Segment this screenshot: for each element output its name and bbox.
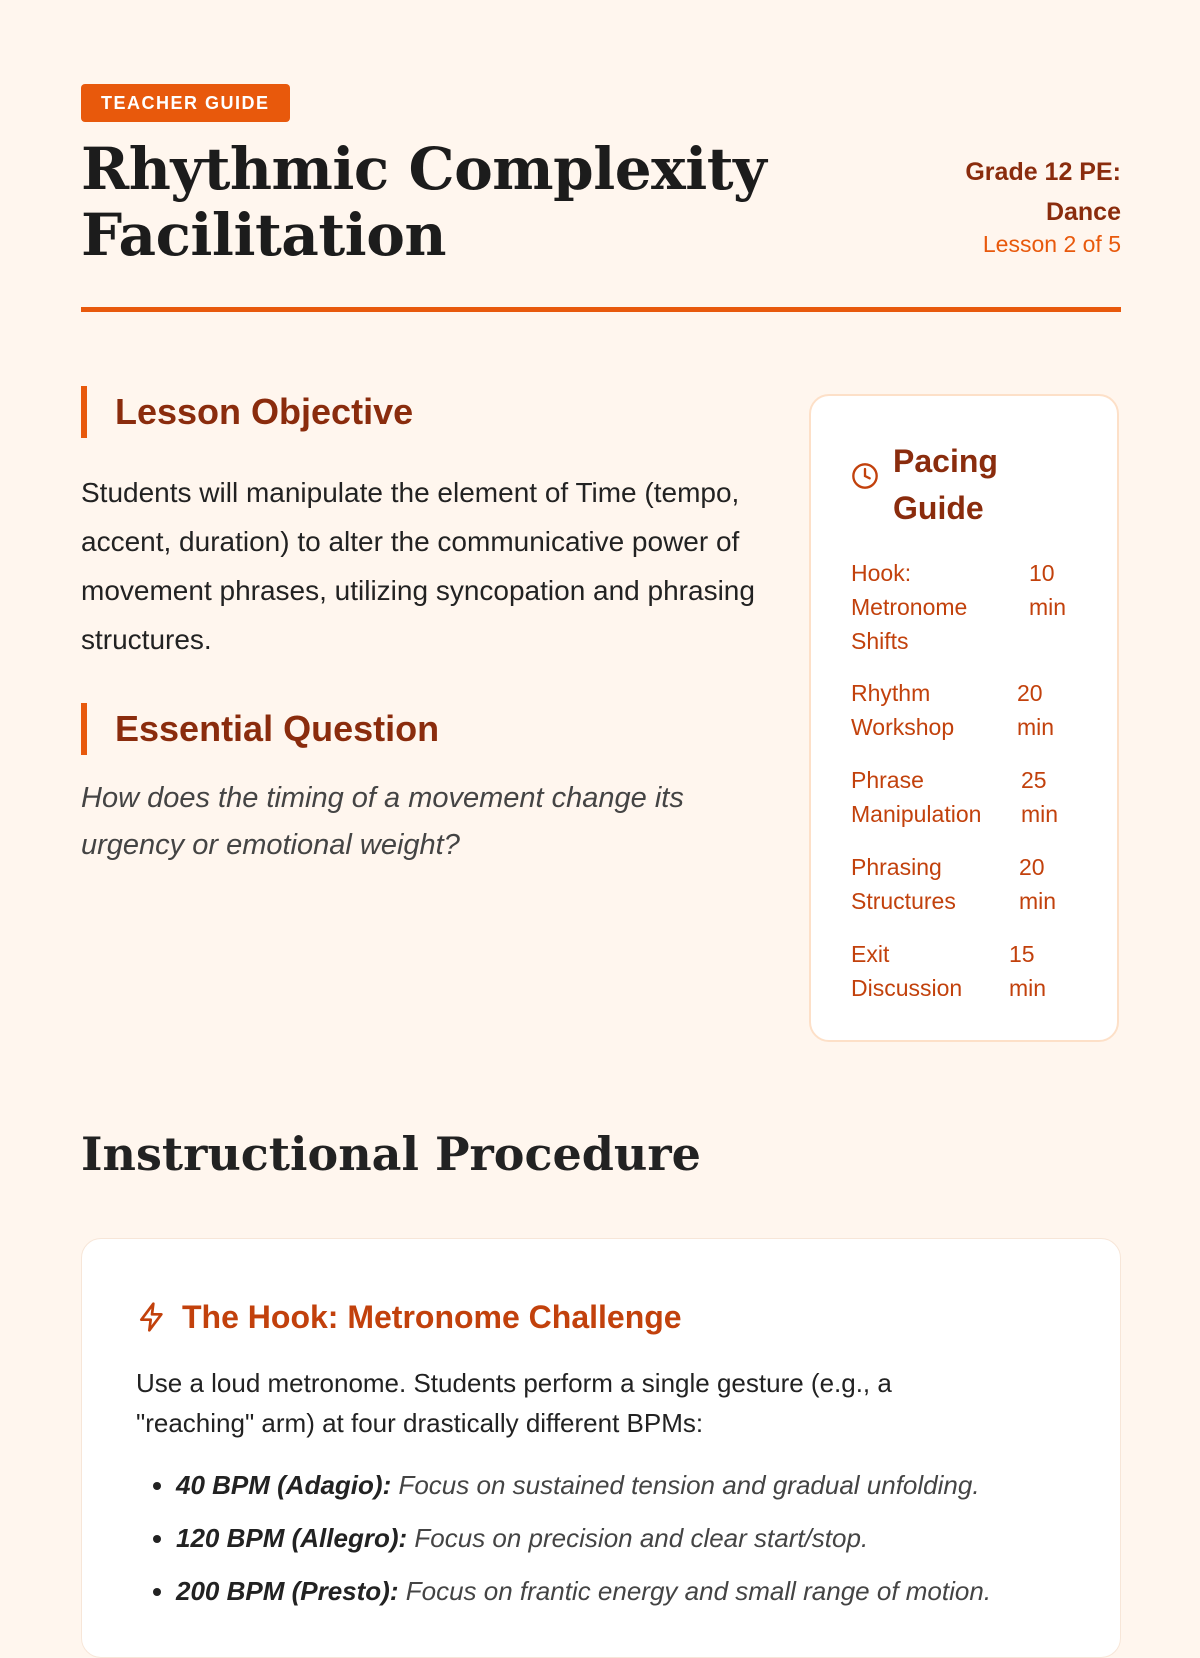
- bpm-label: 200 BPM (Presto):: [176, 1576, 399, 1606]
- pacing-duration: 10 min: [1029, 560, 1067, 620]
- bpm-list: [136, 1459, 1136, 1618]
- objective-heading: Lesson Objective: [81, 386, 413, 438]
- pacing-item: [851, 937, 1059, 1005]
- list-item: [176, 1512, 1136, 1565]
- bpm-label: 120 BPM (Allegro):: [176, 1523, 408, 1553]
- question-heading: Essential Question: [81, 703, 439, 755]
- pacing-item: [851, 763, 1071, 831]
- grade-label: Grade 12 PE: Dance: [965, 158, 1121, 226]
- question-text: How does the timing of a movement change its urgency or emotional weight?: [81, 782, 684, 861]
- bolt-icon: [136, 1300, 168, 1334]
- clock-icon: [851, 462, 879, 490]
- teacher-guide-badge: TEACHER GUIDE: [81, 84, 290, 122]
- hook-instructions: Use a loud metronome. Students perform a single gesture (e.g., a "reaching" arm) at four drastically different BPMs:: [136, 1368, 892, 1438]
- bpm-description: Focus on precision and clear start/stop.: [414, 1523, 869, 1553]
- hook-header: [136, 1295, 682, 1339]
- pacing-activity: Phrasing Structures: [851, 854, 956, 914]
- pacing-item: [851, 676, 1067, 744]
- header-divider: [81, 307, 1121, 312]
- procedure-heading: Instructional Procedure: [81, 1127, 701, 1181]
- bpm-label: 40 BPM (Adagio):: [176, 1470, 392, 1500]
- pacing-duration: 20 min: [1019, 854, 1057, 914]
- pacing-item: [851, 556, 1079, 658]
- hook-title: The Hook: Metronome Challenge: [182, 1299, 682, 1335]
- lesson-number: Lesson 2 of 5: [982, 231, 1121, 257]
- pacing-duration: 15 min: [1009, 941, 1047, 1001]
- bpm-description: Focus on frantic energy and small range of motion.: [405, 1576, 992, 1606]
- bpm-description: Focus on sustained tension and gradual unfolding.: [398, 1470, 980, 1500]
- pacing-guide-title: Pacing Guide: [893, 443, 998, 526]
- pacing-activity: Exit Discussion: [851, 941, 963, 1001]
- pacing-duration: 25 min: [1021, 767, 1059, 827]
- pacing-guide-card: [809, 394, 1119, 1042]
- list-item: [176, 1565, 1136, 1618]
- pacing-activity: Phrase Manipulation: [851, 767, 982, 827]
- pacing-activity: Hook: Metronome Shifts: [851, 560, 968, 654]
- hook-card: [81, 1238, 1121, 1658]
- pacing-item: [851, 850, 1069, 918]
- list-item: [176, 1459, 1136, 1512]
- page-title: Rhythmic Complexity Facilitation: [81, 135, 767, 269]
- objective-text: Students will manipulate the element of Time (tempo, accent, duration) to alter the communicative power of movement phrases, utilizing syncopation and phrasing structures.: [81, 477, 755, 655]
- pacing-activity: Rhythm Workshop: [851, 680, 955, 740]
- pacing-duration: 20 min: [1017, 680, 1055, 740]
- lesson-meta: [921, 152, 1121, 260]
